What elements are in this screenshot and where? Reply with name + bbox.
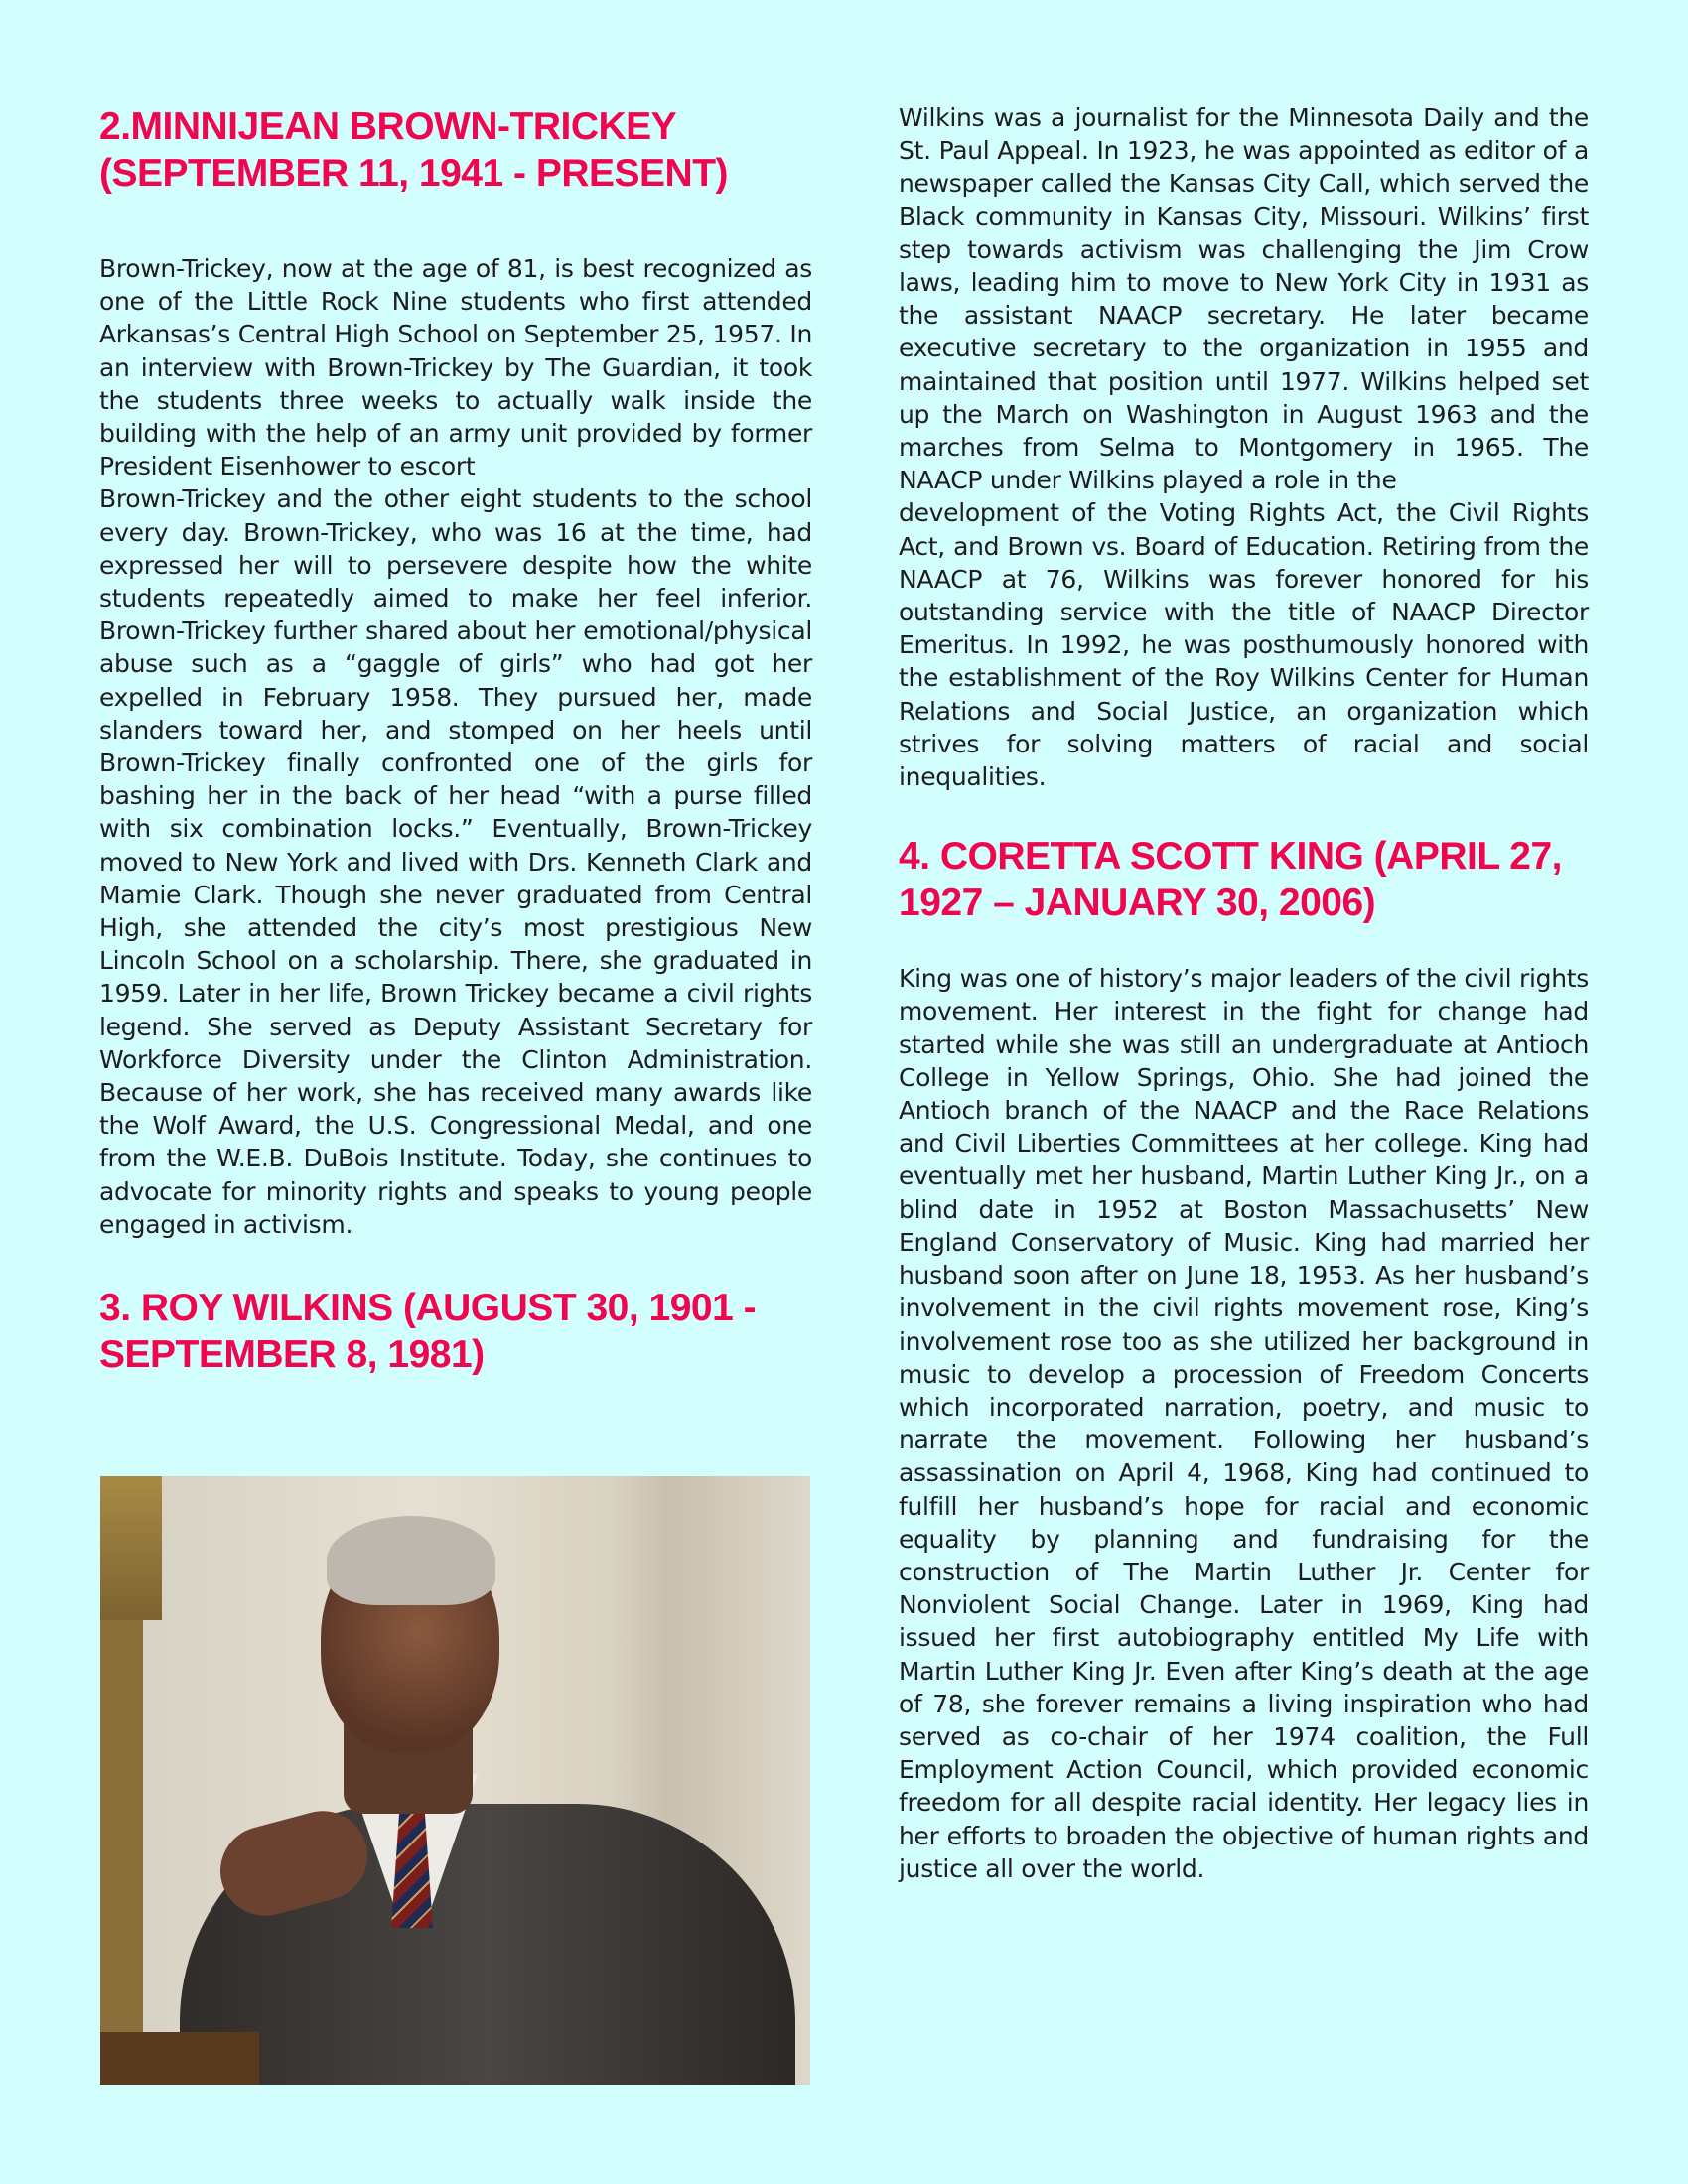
paragraph: development of the Voting Rights Act, the Civil Rights Act, and Brown vs. Board of Education. Retiring from the NAACP at 76, Wilkins was forever honored for his outstanding service with the title of NAACP Director Emeritus. In 1992, he was posthumously honored with the establishment of the Roy Wilkins Center for Human Relations and Social Justice, an organization which strives for solving matters of racial and social inequalities. — [899, 498, 1589, 792]
paragraph: Brown-Trickey and the other eight students to the school every day. Brown-Trickey, who was 16 at the time, had expressed her will to persevere despite how the white students repeatedly aimed to make her feel inferior. Brown-Trickey further shared about her emotional/physical abuse such as a “gaggle of girls” who had got her expelled in February 1958. They pursued her, made slanders toward her, and stomped on her heels until Brown-Trickey finally confronted one of the girls for bashing her in the back of her head “with a purse filled with six combination locks.” Eventually, Brown-Trickey moved to New York and lived with Drs. Kenneth Clark and Mamie Clark. Though she never graduated from Central High, she attended the city’s most prestigious New Lincoln School on a scholarship. There, she graduated in 1959. Later in her life, Brown Trickey became a civil rights legend. She served as Deputy Assistant Secretary for Workforce Diversity under the Clinton Administration. Because of her work, she has received many awards like the Wolf Award, the U.S. Congressional Medal, and one from the W.E.B. DuBois Institute. Today, she continues to advocate for minority rights and speaks to young people engaged in activism. — [99, 484, 812, 1239]
desk — [100, 2032, 259, 2085]
paragraph: Wilkins was a journalist for the Minnesota Daily and the St. Paul Appeal. In 1923, he was appointed as editor of a newspaper called the Kansas City Call, which served the Black community in Kansas City, Missouri. Wilkins’ first step towards activism was challenging the Jim Crow laws, leading him to move to New York City in 1931 as the assistant NAACP secretary. He later became executive secretary to the organization in 1955 and maintained that position until 1977. Wilkins helped set up the March on Washington in August 1963 and the marches from Selma to Montgomery in 1965. The NAACP under Wilkins played a role in the — [899, 103, 1589, 495]
hair — [327, 1516, 495, 1605]
right-column — [899, 101, 1589, 1885]
section-heading-wilkins: 3. ROY WILKINS (AUGUST 30, 1901 - SEPTEMBER 8, 1981) — [99, 1287, 757, 1377]
section-heading-brown-trickey: 2.MINNIJEAN BROWN-TRICKEY (SEPTEMBER 11, 1941 - PRESENT) — [99, 105, 729, 195]
paragraph: King was one of history’s major leaders of the civil rights movement. Her interest in the fight for change had started while she was still an undergraduate at Antioch College in Yellow Springs, Ohio. She had joined the Antioch branch of the NAACP and the Race Relations and Civil Liberties Committees at her college. King had eventually met her husband, Martin Luther King Jr., on a blind date in 1952 at Boston Massachusetts’ New England Conservatory of Music. King had married her husband soon after on June 18, 1953. As her husband’s involvement in the civil rights movement rose, King’s involvement rose too as she utilized her background in music to develop a procession of Freedom Concerts which incorporated narration, poetry, and music to narrate the movement. Following her husband’s assassination on April 4, 1968, King had continued to fulfill her husband’s hope for racial and economic equality by planning and fundraising for the construction of The Martin Luther Jr. Center for Nonviolent Social Change. Later in 1969, King had issued her first autobiography entitled My Life with Martin Luther King Jr. Even after King’s death at the age of 78, she forever remains a living inspiration who had served as co-chair of her 1974 coalition, the Full Employment Action Council, which provided economic freedom for all despite racial identity. Her legacy lies in her efforts to broaden the objective of human rights and justice all over the world. — [899, 964, 1589, 1883]
paragraph: Brown-Trickey, now at the age of 81, is best recognized as one of the Little Rock Nine students who first attended Arkansas’s Central High School on September 25, 1957. In an interview with Brown-Trickey by The Guardian, it took the students three weeks to actually walk inside the building with the help of an army unit provided by former President Eisenhower to escort — [99, 254, 812, 481]
section-heading-king: 4. CORETTA SCOTT KING (APRIL 27, 1927 – JANUARY 30, 2006) — [899, 835, 1563, 925]
wall-frame — [100, 1476, 162, 1620]
roy-wilkins-photo — [100, 1476, 810, 2085]
left-column — [99, 103, 812, 1378]
